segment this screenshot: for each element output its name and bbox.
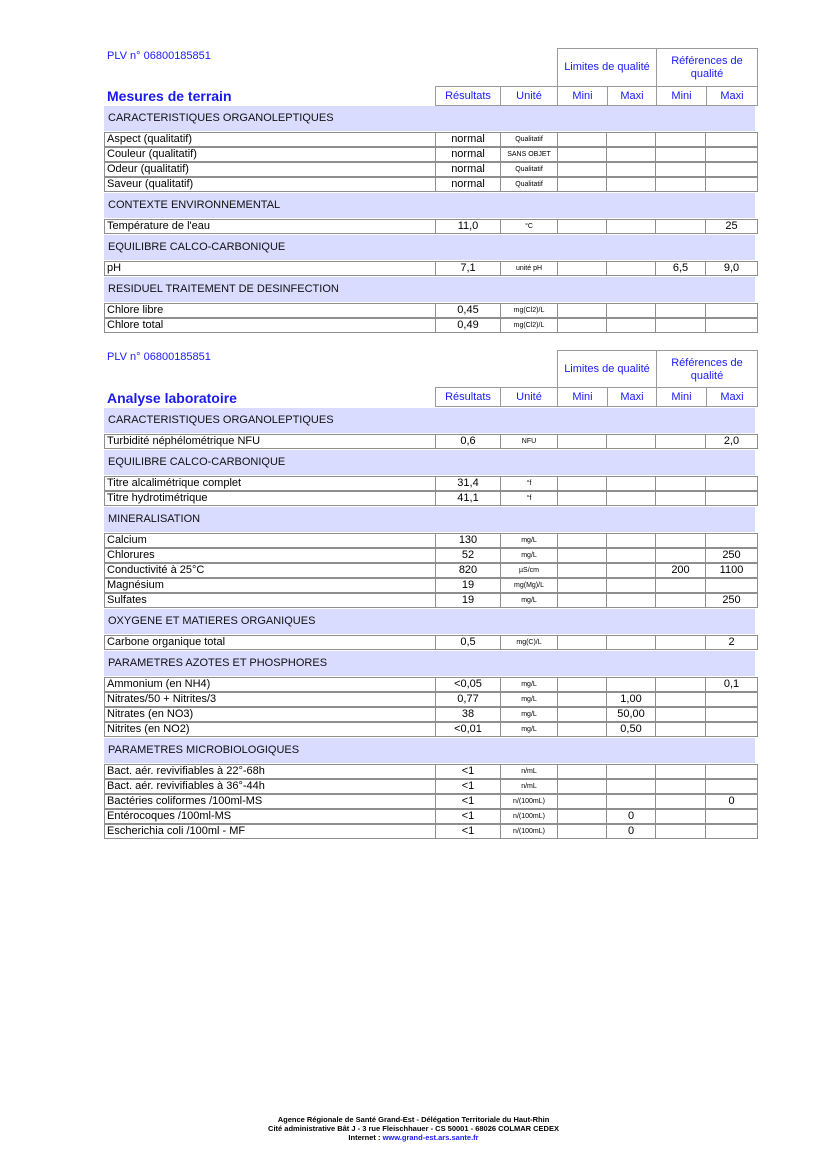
footer-website-link[interactable]: www.grand-est.ars.sante.fr (382, 1133, 479, 1142)
parameter-name: Escherichia coli /100ml - MF (104, 824, 436, 839)
unit-value: Qualitatif (500, 132, 558, 147)
parameter-name: Couleur (qualitatif) (104, 147, 436, 162)
result-value: 0,77 (435, 692, 501, 707)
reference-min-value (655, 824, 706, 839)
unit-value: n/mL (500, 764, 558, 779)
parameter-name: Odeur (qualitatif) (104, 162, 436, 177)
limit-min-value (557, 809, 607, 824)
unit-value: °f (500, 491, 558, 506)
limit-min-value (557, 578, 607, 593)
unit-value: mg/L (500, 677, 558, 692)
limit-min-value (557, 476, 607, 491)
unit-value: n/(100mL) (500, 794, 558, 809)
header-references-qualite: Références de qualité (656, 48, 758, 87)
result-value: 130 (435, 533, 501, 548)
limit-max-value (606, 476, 656, 491)
limit-max-value: 0 (606, 824, 656, 839)
unit-value: °f (500, 476, 558, 491)
unit-value: mg(Cl2)/L (500, 303, 558, 318)
unit-value: n/mL (500, 779, 558, 794)
reference-min-value: 6,5 (655, 261, 706, 276)
reference-max-value (705, 707, 758, 722)
section-title: Mesures de terrain (107, 88, 232, 104)
parameter-name: Chlorures (104, 548, 436, 563)
reference-max-value (705, 809, 758, 824)
reference-min-value (655, 809, 706, 824)
parameter-name: Saveur (qualitatif) (104, 177, 436, 192)
limit-min-value (557, 548, 607, 563)
limit-min-value (557, 132, 607, 147)
category-header: EQUILIBRE CALCO-CARBONIQUE (104, 235, 755, 260)
result-value: normal (435, 162, 501, 177)
result-value: normal (435, 132, 501, 147)
limit-max-value (606, 677, 656, 692)
header-unite: Unité (500, 387, 558, 407)
limit-min-value (557, 491, 607, 506)
header-unite: Unité (500, 86, 558, 106)
reference-min-value (655, 779, 706, 794)
limit-min-value (557, 677, 607, 692)
parameter-name: Sulfates (104, 593, 436, 608)
reference-min-value (655, 764, 706, 779)
reference-min-value: 200 (655, 563, 706, 578)
result-value: 38 (435, 707, 501, 722)
reference-max-value: 250 (705, 593, 758, 608)
result-value: <1 (435, 794, 501, 809)
footer-internet (0, 1133, 827, 1142)
reference-min-value (655, 692, 706, 707)
category-header: CARACTERISTIQUES ORGANOLEPTIQUES (104, 106, 755, 131)
unit-value: SANS OBJET (500, 147, 558, 162)
limit-max-value (606, 303, 656, 318)
header-rmax: Maxi (706, 387, 758, 407)
unit-value: mg/L (500, 593, 558, 608)
unit-value: mg/L (500, 533, 558, 548)
result-value: 52 (435, 548, 501, 563)
result-value: <1 (435, 824, 501, 839)
reference-min-value (655, 548, 706, 563)
unit-value: °C (500, 219, 558, 234)
unit-value: mg/L (500, 722, 558, 737)
limit-min-value (557, 692, 607, 707)
parameter-name: Nitrates (en NO3) (104, 707, 436, 722)
reference-max-value: 2,0 (705, 434, 758, 449)
limit-max-value (606, 794, 656, 809)
reference-min-value (655, 578, 706, 593)
limit-min-value (557, 177, 607, 192)
header-resultats: Résultats (435, 86, 501, 106)
reference-max-value: 1100 (705, 563, 758, 578)
unit-value: NFU (500, 434, 558, 449)
limit-max-value (606, 434, 656, 449)
unit-value: mg/L (500, 548, 558, 563)
unit-value: µS/cm (500, 563, 558, 578)
reference-min-value (655, 677, 706, 692)
category-header: MINERALISATION (104, 507, 755, 532)
limit-max-value (606, 261, 656, 276)
parameter-name: Température de l'eau (104, 219, 436, 234)
unit-value: n/(100mL) (500, 809, 558, 824)
limit-max-value: 50,00 (606, 707, 656, 722)
category-header: RESIDUEL TRAITEMENT DE DESINFECTION (104, 277, 755, 302)
result-value: <1 (435, 764, 501, 779)
category-header: CARACTERISTIQUES ORGANOLEPTIQUES (104, 408, 755, 433)
result-value: 0,45 (435, 303, 501, 318)
footer-address: Cité administrative Bât J - 3 rue Fleischhauer - CS 50001 - 68026 COLMAR CEDEX (268, 1124, 559, 1133)
header-limites-qualite: Limites de qualité (557, 48, 657, 87)
reference-max-value: 0 (705, 794, 758, 809)
reference-min-value (655, 132, 706, 147)
limit-min-value (557, 563, 607, 578)
parameter-name: Nitrites (en NO2) (104, 722, 436, 737)
reference-max-value (705, 692, 758, 707)
limit-max-value (606, 764, 656, 779)
result-value: 19 (435, 593, 501, 608)
limit-min-value (557, 794, 607, 809)
parameter-name: Chlore total (104, 318, 436, 333)
reference-max-value (705, 722, 758, 737)
limit-max-value (606, 491, 656, 506)
limit-max-value (606, 563, 656, 578)
header-rmax: Maxi (706, 86, 758, 106)
reference-max-value (705, 303, 758, 318)
unit-value: mg(C)/L (500, 635, 558, 650)
limit-min-value (557, 147, 607, 162)
reference-max-value (705, 824, 758, 839)
result-value: normal (435, 177, 501, 192)
limit-min-value (557, 219, 607, 234)
limit-max-value: 0,50 (606, 722, 656, 737)
result-value: 7,1 (435, 261, 501, 276)
unit-value: Qualitatif (500, 162, 558, 177)
header-limites-qualite: Limites de qualité (557, 350, 657, 389)
limit-max-value (606, 177, 656, 192)
header-lmin: Mini (557, 387, 608, 407)
result-value: <1 (435, 779, 501, 794)
result-value: 19 (435, 578, 501, 593)
reference-max-value (705, 162, 758, 177)
parameter-name: Calcium (104, 533, 436, 548)
limit-max-value (606, 162, 656, 177)
reference-max-value: 2 (705, 635, 758, 650)
category-header: CONTEXTE ENVIRONNEMENTAL (104, 193, 755, 218)
limit-max-value (606, 147, 656, 162)
limit-min-value (557, 434, 607, 449)
reference-min-value (655, 147, 706, 162)
plv-number: PLV n° 06800185851 (107, 50, 211, 62)
result-value: 11,0 (435, 219, 501, 234)
result-value: 0,6 (435, 434, 501, 449)
reference-max-value (705, 491, 758, 506)
parameter-name: Conductivité à 25°C (104, 563, 436, 578)
parameter-name: Titre hydrotimétrique (104, 491, 436, 506)
parameter-name: pH (104, 261, 436, 276)
limit-min-value (557, 162, 607, 177)
reference-min-value (655, 219, 706, 234)
unit-value: unité pH (500, 261, 558, 276)
result-value: 41,1 (435, 491, 501, 506)
limit-max-value (606, 635, 656, 650)
limit-min-value (557, 707, 607, 722)
unit-value: n/(100mL) (500, 824, 558, 839)
reference-min-value (655, 162, 706, 177)
reference-min-value (655, 593, 706, 608)
reference-min-value (655, 707, 706, 722)
reference-max-value: 9,0 (705, 261, 758, 276)
unit-value: mg/L (500, 707, 558, 722)
limit-max-value (606, 578, 656, 593)
result-value: 0,5 (435, 635, 501, 650)
limit-min-value (557, 824, 607, 839)
reference-min-value (655, 434, 706, 449)
parameter-name: Bact. aér. revivifiables à 36°-44h (104, 779, 436, 794)
reference-max-value (705, 533, 758, 548)
reference-max-value: 250 (705, 548, 758, 563)
limit-max-value (606, 318, 656, 333)
header-rmin: Mini (656, 86, 707, 106)
reference-min-value (655, 722, 706, 737)
limit-max-value (606, 548, 656, 563)
limit-max-value: 1,00 (606, 692, 656, 707)
category-header: PARAMETRES AZOTES ET PHOSPHORES (104, 651, 755, 676)
limit-min-value (557, 261, 607, 276)
result-value: 31,4 (435, 476, 501, 491)
limit-min-value (557, 303, 607, 318)
result-value: <1 (435, 809, 501, 824)
footer-internet-label: Internet : (348, 1133, 383, 1142)
unit-value: Qualitatif (500, 177, 558, 192)
unit-value: mg(Mg)/L (500, 578, 558, 593)
limit-min-value (557, 722, 607, 737)
reference-max-value (705, 147, 758, 162)
limit-max-value: 0 (606, 809, 656, 824)
parameter-name: Magnésium (104, 578, 436, 593)
reference-min-value (655, 303, 706, 318)
result-value: <0,01 (435, 722, 501, 737)
unit-value: mg(Cl2)/L (500, 318, 558, 333)
limit-min-value (557, 593, 607, 608)
reference-max-value: 0,1 (705, 677, 758, 692)
parameter-name: Chlore libre (104, 303, 436, 318)
reference-max-value (705, 476, 758, 491)
reference-min-value (655, 177, 706, 192)
header-references-qualite: Références de qualité (656, 350, 758, 389)
reference-min-value (655, 491, 706, 506)
category-header: EQUILIBRE CALCO-CARBONIQUE (104, 450, 755, 475)
parameter-name: Turbidité néphélométrique NFU (104, 434, 436, 449)
limit-max-value (606, 779, 656, 794)
parameter-name: Titre alcalimétrique complet (104, 476, 436, 491)
reference-max-value (705, 132, 758, 147)
result-value: normal (435, 147, 501, 162)
reference-min-value (655, 476, 706, 491)
limit-max-value (606, 219, 656, 234)
header-lmax: Maxi (607, 86, 657, 106)
reference-max-value (705, 578, 758, 593)
header-rmin: Mini (656, 387, 707, 407)
reference-max-value: 25 (705, 219, 758, 234)
reference-max-value (705, 779, 758, 794)
parameter-name: Bact. aér. revivifiables à 22°-68h (104, 764, 436, 779)
limit-min-value (557, 533, 607, 548)
reference-max-value (705, 764, 758, 779)
reference-max-value (705, 318, 758, 333)
plv-number: PLV n° 06800185851 (107, 351, 211, 363)
parameter-name: Nitrates/50 + Nitrites/3 (104, 692, 436, 707)
result-value: 820 (435, 563, 501, 578)
category-header: PARAMETRES MICROBIOLOGIQUES (104, 738, 755, 763)
parameter-name: Bactéries coliformes /100ml-MS (104, 794, 436, 809)
limit-min-value (557, 764, 607, 779)
category-header: OXYGENE ET MATIERES ORGANIQUES (104, 609, 755, 634)
header-resultats: Résultats (435, 387, 501, 407)
result-value: <0,05 (435, 677, 501, 692)
reference-min-value (655, 794, 706, 809)
footer-agency: Agence Régionale de Santé Grand-Est - Délégation Territoriale du Haut-Rhin (277, 1115, 550, 1124)
limit-min-value (557, 779, 607, 794)
limit-max-value (606, 593, 656, 608)
parameter-name: Aspect (qualitatif) (104, 132, 436, 147)
limit-min-value (557, 635, 607, 650)
section-title: Analyse laboratoire (107, 390, 237, 406)
footer (0, 1115, 827, 1142)
reference-min-value (655, 533, 706, 548)
limit-max-value (606, 533, 656, 548)
header-lmax: Maxi (607, 387, 657, 407)
limit-min-value (557, 318, 607, 333)
parameter-name: Carbone organique total (104, 635, 436, 650)
result-value: 0,49 (435, 318, 501, 333)
parameter-name: Entérocoques /100ml-MS (104, 809, 436, 824)
parameter-name: Ammonium (en NH4) (104, 677, 436, 692)
reference-min-value (655, 635, 706, 650)
limit-max-value (606, 132, 656, 147)
header-lmin: Mini (557, 86, 608, 106)
reference-min-value (655, 318, 706, 333)
unit-value: mg/L (500, 692, 558, 707)
reference-max-value (705, 177, 758, 192)
